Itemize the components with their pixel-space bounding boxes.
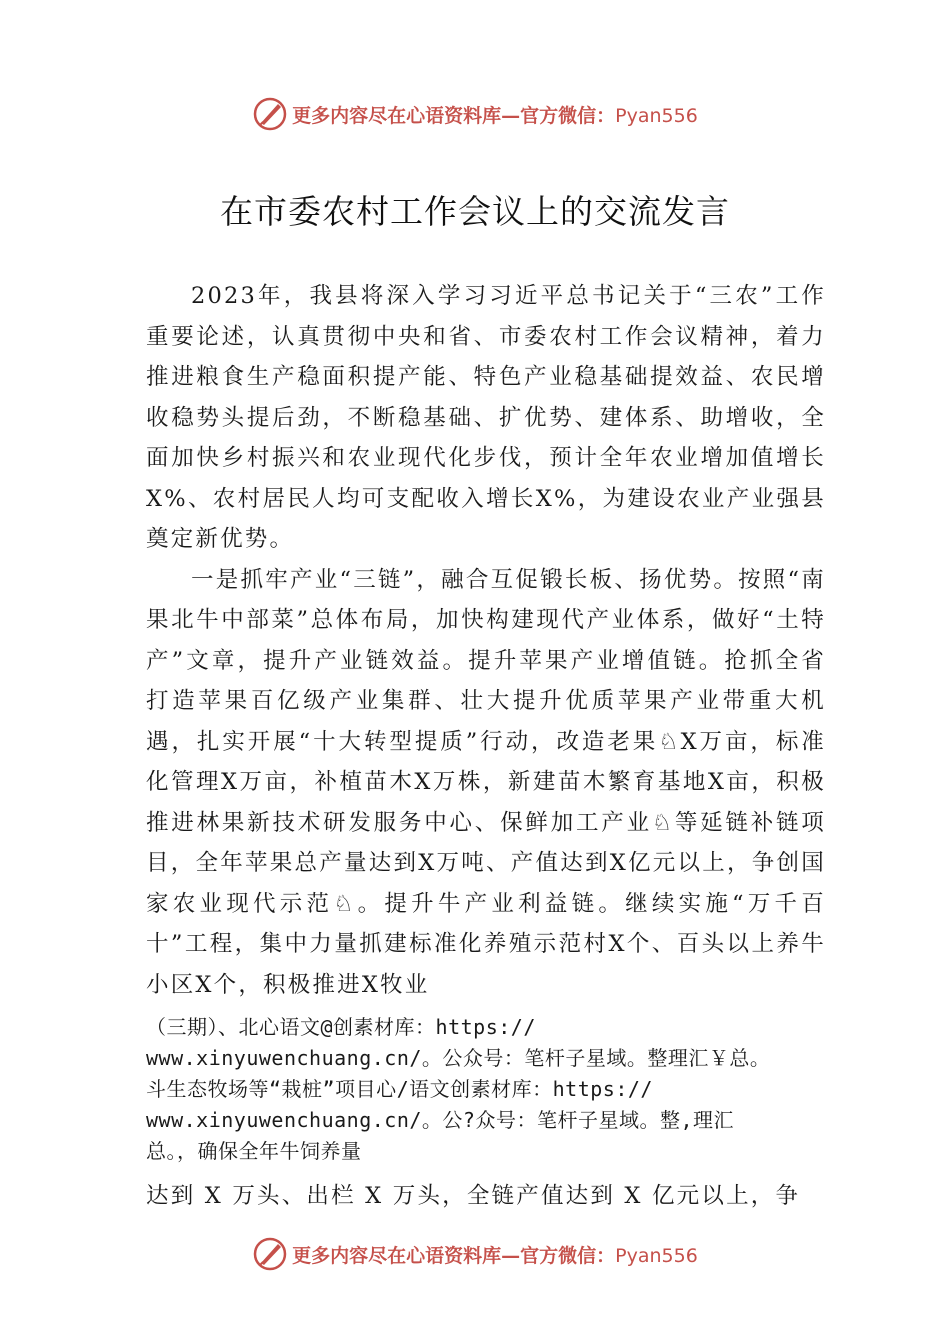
document-title: 在市委农村工作会议上的交流发言 — [220, 192, 730, 231]
watermark-banner-bottom — [0, 1234, 950, 1274]
watermark-banner-top — [0, 94, 950, 134]
paragraph-industry-chain: 一是抓牢产业“三链”，融合互促锻长板、扬优势。按照“南果北牛中部菜”总体布局，加快构建现代产业体系，做好“土特产”文章，提升产业链效益。提升苹果产业增值链。抢抓全省打造苹果百亿级产业集群、壮大提升优质苹果产业带重大机遇，扎实开展“十大转型提质”行动，改造老果♘X万亩，标准化管理X万亩，补植苗木X万株，新建苗木繁育基地X亩，积极推进林果新技术研发服务中心、保鲜加工产业♘等延链补链项目，全年苹果总产量达到X万吨、产值达到X亿元以上，争创国家农业现代示范♘。提升牛产业利益链。继续实施“万千百十”工程，集中力量抓建标准化养殖示范村X个、百头以上养牛小区X个，积极推进X牧业 — [146, 566, 826, 998]
watermark-text: 更多内容尽在心语资料库—官方微信：Pyan556 — [292, 1244, 698, 1267]
paragraph-continuation: 达到 X 万头、出栏 X 万头，全链产值达到 X 亿元以上，争 — [146, 1183, 801, 1209]
embedded-source-text: （三期）、北心语文@创素材库：https:// www.xinyuwenchuang.cn/。公众号：笔杆子星域。整理汇￥总。 斗生态牧场等“栽桩”项目心/语文创素材库：https:// www.xinyuwenchuang.cn/。公?众号：笔杆子星域。整,理汇 总。，确保全年牛饲养量 — [146, 1015, 771, 1163]
watermark-text: 更多内容尽在心语资料库—官方微信：Pyan556 — [292, 104, 698, 127]
wechat-handle: Pyan556 — [615, 1244, 698, 1267]
document-body — [146, 276, 826, 1005]
wechat-handle: Pyan556 — [615, 104, 698, 127]
quill-seal-icon — [252, 96, 288, 132]
quill-seal-icon — [252, 1236, 288, 1272]
paragraph-intro: 2023年，我县将深入学习习近平总书记关于“三农”工作重要论述，认真贯彻中央和省、市委农村工作会议精神，着力推进粮食生产稳面积提产能、特色产业稳基础提效益、农民增收稳势头提后劲，不断稳基础、扩优势、建体系、助增收，全面加快乡村振兴和农业现代化步伐，预计全年农业增加值增长X%、农村居民人均可支配收入增长X%，为建设农业产业强县奠定新优势。 — [146, 283, 826, 552]
